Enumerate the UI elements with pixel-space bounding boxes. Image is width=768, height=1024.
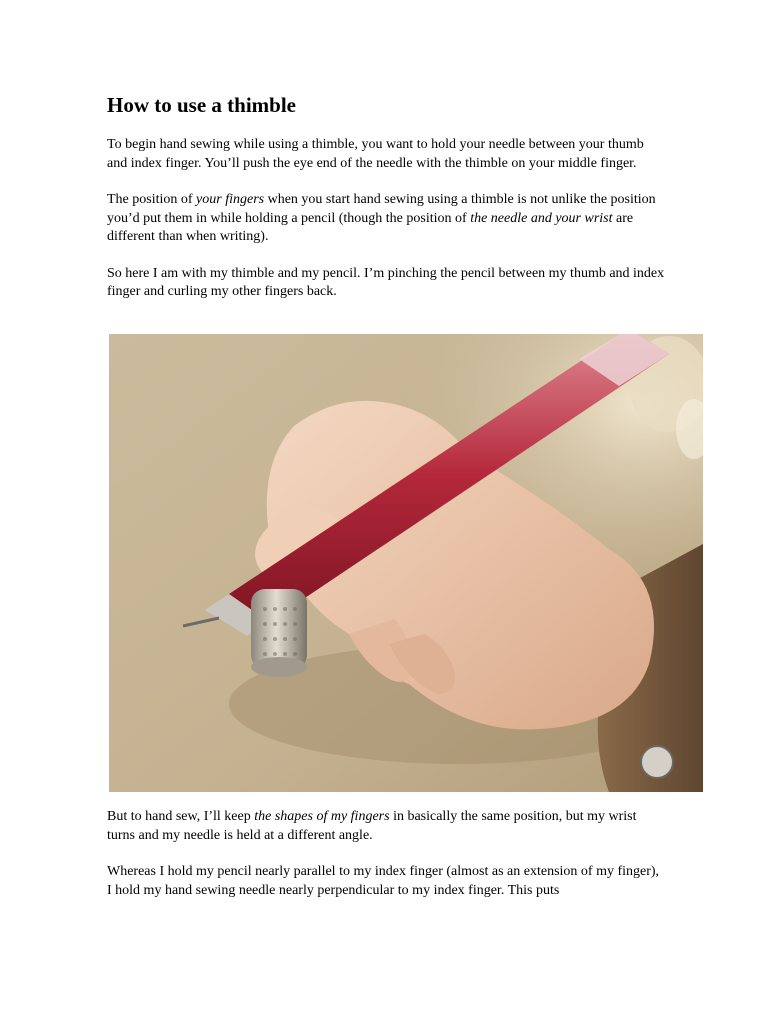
text-run: are different than when writing).	[107, 210, 634, 244]
button-snap	[641, 746, 673, 778]
article-upper	[107, 92, 667, 320]
emphasis-text: your fingers	[196, 192, 265, 207]
paragraph-finger-position	[107, 191, 667, 247]
article-title: How to use a thimble	[107, 93, 296, 117]
hand-holding-pencil-photo	[109, 334, 703, 792]
article-lower	[107, 808, 667, 918]
paragraph-hand-sew	[107, 808, 667, 845]
text-run: The position of	[107, 192, 197, 207]
text-run: But to hand sew, I’ll keep	[107, 809, 255, 824]
thimble	[251, 589, 307, 677]
text-run: in basically the same position, but my wrist turns and my needle is held at a different angle.	[107, 809, 637, 843]
paragraph-needle-angle: Whereas I hold my pencil nearly parallel to my index finger (almost as an extension of my finger), I hold my hand sewing needle nearly perpendicular to my index finger. This puts	[107, 864, 660, 898]
paragraph-pencil: So here I am with my thimble and my pencil. I’m pinching the pencil between my thumb and index finger and curling my other fingers back.	[107, 265, 665, 299]
emphasis-text: the needle and your wrist	[470, 210, 613, 226]
paragraph-intro: To begin hand sewing while using a thimble, you want to hold your needle between your thumb and index finger. You’ll push the eye end of the needle with the thimble on your middle finger.	[107, 137, 644, 171]
emphasis-text: the shapes of my fingers	[254, 809, 390, 824]
text-run: when you start hand sewing using a thimble is not unlike the position you’d put them in while holding a pencil (though the position of	[107, 192, 656, 226]
